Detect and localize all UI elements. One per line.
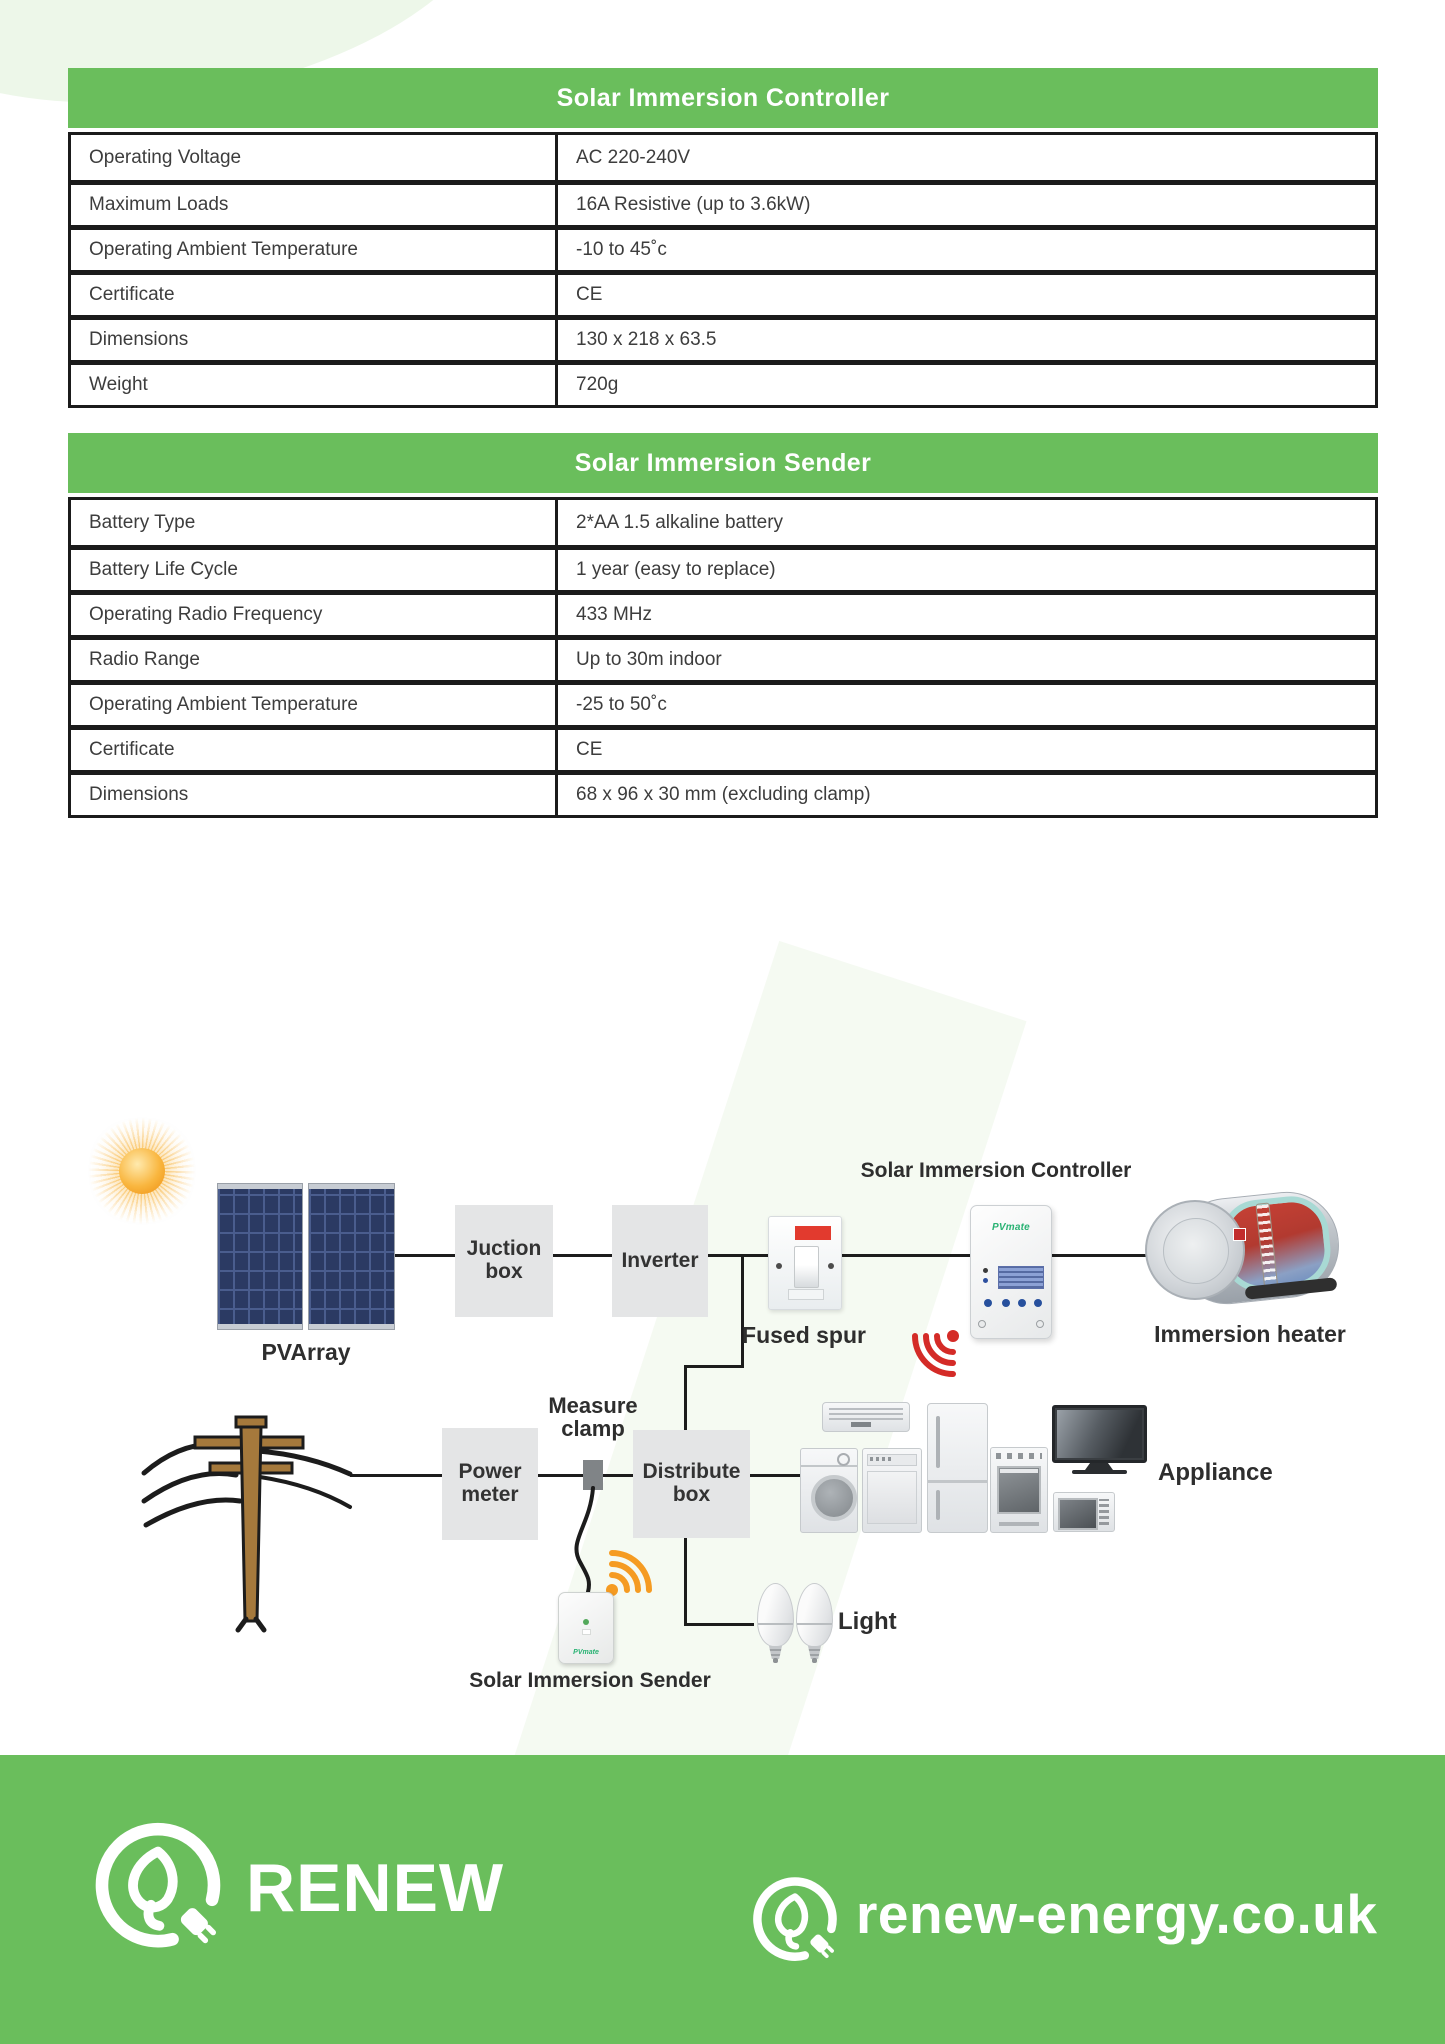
sender-slot: [582, 1629, 591, 1635]
fridge-handle: [936, 1416, 940, 1468]
sender-led-icon: [583, 1619, 589, 1625]
spec-label: Operating Ambient Temperature: [71, 230, 558, 270]
oven-drawer: [999, 1522, 1039, 1526]
light-bulb-icon: [757, 1583, 794, 1667]
inverter-node: Inverter: [612, 1205, 708, 1317]
wire: [538, 1474, 583, 1477]
spec-value: 433 MHz: [576, 604, 653, 625]
ac-vents: [829, 1408, 903, 1420]
spec-row: [71, 135, 1375, 180]
wire: [684, 1538, 687, 1626]
dishwasher-door: [867, 1471, 917, 1524]
spec-label: Certificate: [71, 275, 558, 315]
screw-icon: [978, 1320, 986, 1328]
controller-led-icon: [983, 1278, 988, 1283]
spec-value: 1 year (easy to replace): [576, 559, 776, 580]
microwave-icon: [1053, 1492, 1115, 1532]
tv-base: [1072, 1470, 1127, 1474]
measure-clamp-label: Measure clamp: [548, 1393, 638, 1442]
spec-value: 16A Resistive (up to 3.6kW): [576, 194, 811, 215]
screw-icon: [1036, 1320, 1044, 1328]
appliance-label: Appliance: [1158, 1459, 1273, 1486]
bulb-glass: [757, 1583, 794, 1647]
solar-panel-icon: [308, 1183, 395, 1330]
controller-button-icon: [1002, 1299, 1010, 1307]
washer-panel: [801, 1465, 857, 1467]
spec-value: 720g: [576, 374, 619, 395]
wire: [553, 1254, 612, 1257]
radio-signal-icon-red: [903, 1326, 965, 1388]
spec-label: Maximum Loads: [71, 185, 558, 225]
brand-name: RENEW: [246, 1850, 505, 1926]
immersion-heater-label: Immersion heater: [1154, 1321, 1346, 1347]
sender-table-body: [68, 497, 1378, 818]
wire: [603, 1474, 633, 1477]
spec-value: 68 x 96 x 30 mm (excluding clamp): [576, 784, 871, 805]
spec-row: [71, 725, 1375, 770]
sun-icon-core: [119, 1148, 165, 1194]
wire: [684, 1365, 687, 1430]
renew-logo-icon-small: [748, 1874, 842, 1968]
spec-row: [71, 545, 1375, 590]
oven-door: [997, 1466, 1041, 1514]
sender-table-title: Solar Immersion Sender: [68, 433, 1378, 493]
spec-row: [71, 590, 1375, 635]
distribute-box-node: Distribute box: [633, 1430, 750, 1538]
sender-spec-table: [68, 433, 1378, 818]
spec-row: [71, 315, 1375, 360]
spec-label: Dimensions: [71, 775, 558, 815]
spec-value: 2*AA 1.5 alkaline battery: [576, 511, 784, 533]
fused-spur-fuse-slot: [788, 1289, 824, 1300]
wire: [684, 1365, 744, 1368]
tv-icon: [1052, 1405, 1147, 1463]
power-meter-node: Power meter: [442, 1428, 538, 1540]
washing-machine-icon: [800, 1448, 858, 1533]
light-label: Light: [838, 1608, 897, 1635]
controller-button-icon: [984, 1299, 992, 1307]
spec-row: [71, 680, 1375, 725]
website-url: renew-energy.co.uk: [856, 1883, 1378, 1945]
fused-spur-switch: [794, 1246, 819, 1288]
immersion-heater-icon: [1145, 1190, 1341, 1312]
washer-drum: [811, 1475, 857, 1521]
washer-knob: [837, 1453, 850, 1466]
spec-value: AC 220-240V: [576, 146, 691, 168]
controller-spec-table: [68, 68, 1378, 408]
fused-spur-indicator: [795, 1226, 831, 1240]
immersion-sender-device: [558, 1592, 614, 1664]
fridge-split: [928, 1480, 987, 1483]
microwave-controls: [1099, 1499, 1109, 1525]
controller-node-label: Solar Immersion Controller: [860, 1159, 1132, 1182]
heater-face: [1145, 1200, 1245, 1300]
spec-row: [71, 635, 1375, 680]
bulb-glass: [796, 1583, 833, 1647]
spec-value: CE: [576, 739, 603, 760]
fridge-icon: [927, 1403, 988, 1533]
air-conditioner-icon: [822, 1402, 910, 1432]
bulb-tip: [812, 1658, 817, 1663]
pv-array-label: PVArray: [261, 1339, 351, 1365]
pvmate-brand: PVmate: [573, 1649, 599, 1656]
spec-value: 130 x 218 x 63.5: [576, 329, 717, 350]
dishwasher-icon: [862, 1448, 922, 1533]
dishwasher-buttons: [870, 1457, 892, 1461]
spec-label: Operating Radio Frequency: [71, 595, 558, 635]
junction-box-node: Juction box: [455, 1205, 553, 1317]
oven-handle: [1000, 1469, 1038, 1473]
heater-face-inner: [1163, 1218, 1229, 1284]
fused-spur-icon: [768, 1216, 842, 1310]
screw-icon: [776, 1263, 782, 1269]
spec-label: Battery Type: [71, 500, 558, 545]
spec-row: [71, 360, 1375, 405]
spec-label: Dimensions: [71, 320, 558, 360]
utility-pole-icon: [140, 1395, 355, 1633]
bulb-seam: [797, 1623, 832, 1625]
spec-label: Battery Life Cycle: [71, 550, 558, 590]
fridge-handle: [936, 1490, 940, 1520]
immersion-controller-device: [970, 1205, 1052, 1339]
fused-spur-label: Fused spur: [742, 1322, 866, 1348]
spec-value: Up to 30m indoor: [576, 649, 722, 670]
wire: [708, 1254, 768, 1257]
spec-value: -25 to 50˚c: [576, 694, 667, 715]
wire: [750, 1474, 800, 1477]
spec-value: CE: [576, 284, 603, 305]
spec-label: Weight: [71, 365, 558, 405]
tv-screen: [1057, 1410, 1142, 1458]
spec-label: Certificate: [71, 730, 558, 770]
light-bulb-icon: [796, 1583, 833, 1667]
spec-row: [71, 270, 1375, 315]
wire: [684, 1623, 754, 1626]
controller-led-icon: [983, 1268, 988, 1273]
bulb-seam: [758, 1623, 793, 1625]
plug-icon: [179, 1906, 219, 1946]
screw-icon: [828, 1263, 834, 1269]
sender-node-label: Solar Immersion Sender: [469, 1669, 711, 1692]
wire: [350, 1474, 442, 1477]
solar-panel-icon: [217, 1183, 303, 1330]
controller-table-body: [68, 132, 1378, 408]
spec-row: [71, 225, 1375, 270]
pvmate-brand: PVmate: [992, 1222, 1030, 1233]
heater-logo-badge: [1233, 1228, 1246, 1241]
spec-label: Radio Range: [71, 640, 558, 680]
wire: [741, 1254, 744, 1368]
oven-knobs: [996, 1453, 1042, 1459]
radio-signal-icon-orange: [602, 1542, 660, 1600]
ac-display: [851, 1422, 871, 1427]
wire: [395, 1254, 455, 1257]
spec-row: [71, 770, 1375, 815]
controller-lcd-display: [998, 1266, 1044, 1289]
controller-table-title: Solar Immersion Controller: [68, 68, 1378, 128]
spec-label: Operating Ambient Temperature: [71, 685, 558, 725]
spec-row: [71, 180, 1375, 225]
spec-row: [71, 500, 1375, 545]
microwave-window: [1058, 1498, 1098, 1530]
bulb-tip: [773, 1658, 778, 1663]
tv-stand: [1085, 1463, 1113, 1470]
oven-icon: [990, 1447, 1048, 1533]
spec-value: -10 to 45˚c: [576, 239, 667, 260]
controller-button-icon: [1018, 1299, 1026, 1307]
spec-label: Operating Voltage: [71, 135, 558, 180]
wire: [838, 1254, 970, 1257]
controller-button-icon: [1034, 1299, 1042, 1307]
renew-logo-icon: [88, 1818, 228, 1958]
